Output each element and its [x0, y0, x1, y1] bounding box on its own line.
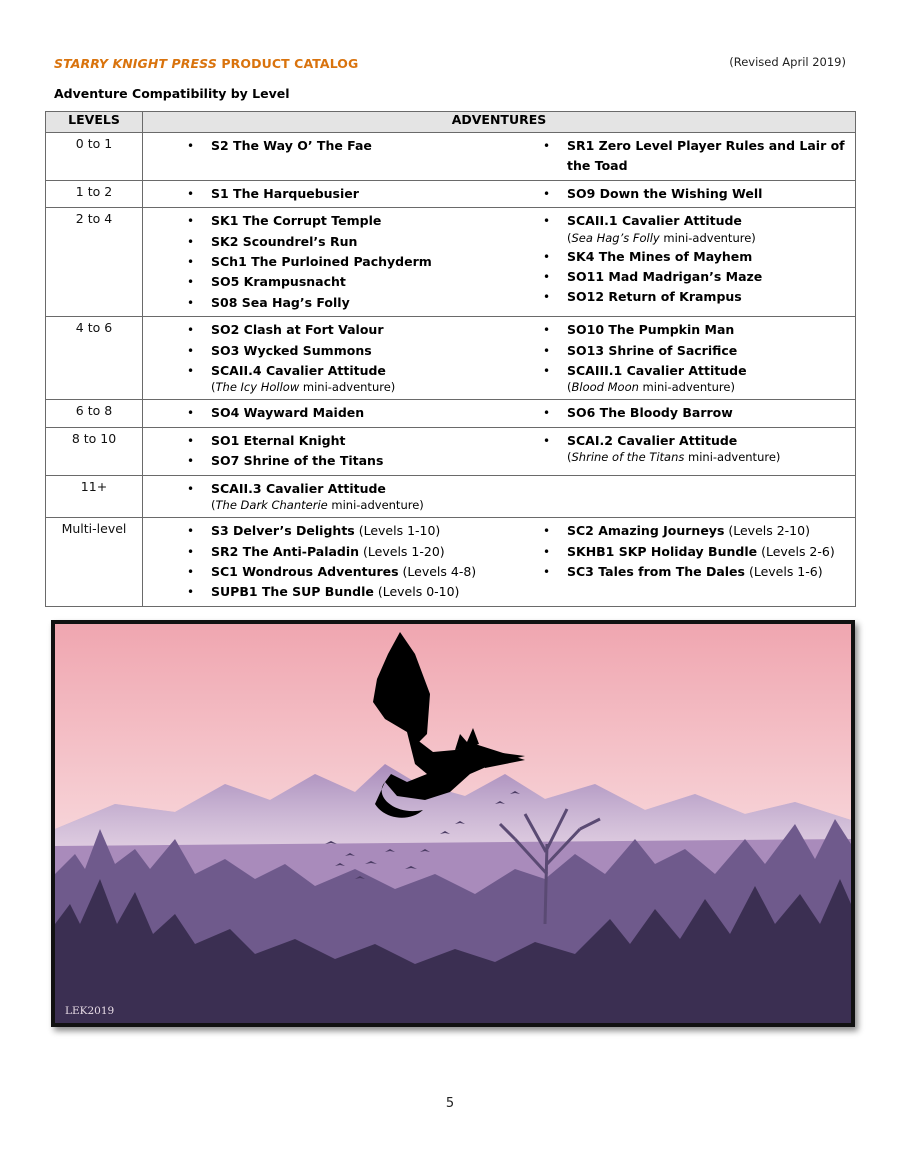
adventure-item: [143, 562, 499, 582]
right-adventure-column: [499, 403, 855, 423]
mini-adventure-suffix: mini-adventure): [638, 380, 735, 395]
adventure-title: SR2 The Anti-Paladin: [211, 543, 360, 559]
adventure-item: [499, 521, 855, 541]
right-adventure-column: [499, 479, 855, 514]
adventure-item: [143, 293, 499, 313]
right-adventure-column: [499, 521, 855, 603]
adventures-cell: [143, 180, 856, 207]
adventure-item: [499, 562, 855, 582]
adventure-item: [499, 320, 855, 340]
left-adventure-column: [143, 211, 499, 313]
level-cell: 11+: [46, 475, 143, 517]
catalog-header: [54, 56, 358, 71]
adventure-title: SC3 Tales from The Dales: [567, 563, 745, 579]
level-range: (Levels 2-6): [757, 543, 835, 559]
adventure-item: [499, 431, 855, 466]
mini-adventure-note: (Blood Moon mini-adventure): [567, 380, 735, 395]
adventure-item: [143, 320, 499, 340]
adventure-title: SO7 Shrine of the Titans: [211, 453, 384, 469]
adventure-title: S3 Delver’s Delights: [211, 523, 355, 539]
left-adventure-column: [143, 403, 499, 423]
dragon-illustration: [51, 620, 855, 1027]
adventure-title: SO3 Wycked Summons: [211, 342, 372, 358]
level-range: (Levels 2-10): [724, 523, 810, 539]
table-row: [46, 400, 856, 427]
adventure-title: SO1 Eternal Knight: [211, 432, 346, 448]
adventure-item: [499, 136, 855, 177]
mini-adventure-title: The Icy Hollow: [215, 380, 300, 395]
mini-adventure-title: The Dark Chanterie: [215, 498, 328, 513]
adventure-item: [499, 341, 855, 361]
mini-adventure-note: (The Dark Chanterie mini-adventure): [211, 498, 424, 513]
adventure-title: SCAII.4 Cavalier Attitude: [211, 363, 386, 379]
level-range: (Levels 1-6): [744, 563, 823, 579]
mini-adventure-note: (Sea Hag’s Folly mini-adventure): [567, 230, 756, 245]
adventure-item: [143, 136, 499, 156]
level-cell: 0 to 1: [46, 133, 143, 181]
adventure-item: [143, 184, 499, 204]
mini-adventure-suffix: mini-adventure): [299, 380, 396, 395]
adventure-title: S2 The Way O’ The Fae: [211, 138, 372, 153]
right-adventure-column: [499, 431, 855, 472]
adventures-cell: [143, 400, 856, 427]
level-range: (Levels 1-10): [354, 523, 441, 539]
adventure-title: S1 The Harquebusier: [211, 185, 359, 201]
table-row: [46, 180, 856, 207]
adventure-title: SO13 Shrine of Sacrifice: [567, 342, 738, 358]
adventure-item: [143, 479, 499, 514]
revision-date: (Revised April 2019): [729, 55, 846, 69]
adventure-item: [499, 361, 855, 396]
adventure-title: SC1 Wondrous Adventures: [211, 563, 399, 579]
adventure-item: [143, 341, 499, 361]
adventure-title: SUPB1 The SUP Bundle: [211, 584, 374, 600]
adventure-item: [499, 542, 855, 562]
adventure-title: SO6 The Bloody Barrow: [567, 405, 733, 421]
right-adventure-column: [499, 211, 855, 313]
level-cell: 2 to 4: [46, 208, 143, 317]
adventure-item: [143, 211, 499, 231]
table-row: [46, 208, 856, 317]
adventures-cell: [143, 317, 856, 400]
compatibility-table: [45, 111, 856, 607]
left-adventure-column: [143, 320, 499, 396]
level-cell: 1 to 2: [46, 180, 143, 207]
level-cell: 6 to 8: [46, 400, 143, 427]
adventure-title: SO10 The Pumpkin Man: [567, 322, 735, 338]
adventure-item: [143, 582, 499, 602]
catalog-title: PRODUCT CATALOG: [216, 56, 359, 71]
section-title: Adventure Compatibility by Level: [54, 86, 290, 101]
adventure-item: [143, 521, 499, 541]
left-adventure-column: [143, 136, 499, 177]
adventure-title: SO9 Down the Wishing Well: [567, 185, 763, 201]
table-row: [46, 518, 856, 607]
publisher-name: STARRY KNIGHT PRESS: [54, 56, 217, 71]
left-adventure-column: [143, 479, 499, 514]
adventure-title: SCAIII.1 Cavalier Attitude: [567, 363, 747, 379]
adventure-item: [143, 403, 499, 423]
adventure-title: SKHB1 SKP Holiday Bundle: [567, 543, 758, 559]
adventure-title: SC2 Amazing Journeys: [567, 523, 725, 539]
adventure-title: SK4 The Mines of Mayhem: [567, 248, 753, 264]
level-cell: Multi-level: [46, 518, 143, 607]
adventure-item: [143, 361, 499, 396]
adventure-item: [143, 451, 499, 471]
adventure-item: [499, 184, 855, 204]
adventure-item: [143, 232, 499, 252]
adventure-title: SCAII.1 Cavalier Attitude: [567, 213, 742, 229]
adventure-item: [143, 431, 499, 451]
adventure-title: SCAII.3 Cavalier Attitude: [211, 480, 386, 496]
level-range: (Levels 4-8): [398, 563, 477, 579]
level-range: (Levels 1-20): [359, 543, 445, 559]
right-adventure-column: [499, 184, 855, 204]
adventure-item: [143, 542, 499, 562]
mini-adventure-title: Blood Moon: [571, 380, 639, 395]
table-row: [46, 317, 856, 400]
adventures-cell: [143, 518, 856, 607]
adventures-cell: [143, 133, 856, 181]
adventure-item: [499, 211, 855, 246]
mini-adventure-title: Sea Hag’s Folly: [571, 230, 660, 245]
adventure-title: SO4 Wayward Maiden: [211, 405, 365, 421]
right-adventure-column: [499, 320, 855, 396]
adventure-item: [499, 267, 855, 287]
adventure-title: SK2 Scoundrel’s Run: [211, 233, 358, 249]
adventure-title: SCh1 The Purloined Pachyderm: [211, 254, 432, 270]
adventure-title: SCAI.2 Cavalier Attitude: [567, 432, 738, 448]
artist-signature: LEK2019: [65, 1005, 115, 1017]
adventure-item: [499, 287, 855, 307]
adventures-cell: [143, 475, 856, 517]
level-range: (Levels 0-10): [373, 584, 460, 600]
mini-adventure-suffix: mini-adventure): [684, 450, 781, 465]
right-adventure-column: [499, 136, 855, 177]
mini-adventure-note: (Shrine of the Titans mini-adventure): [567, 450, 781, 465]
left-adventure-column: [143, 431, 499, 472]
table-row: [46, 427, 856, 475]
adventures-cell: [143, 208, 856, 317]
left-adventure-column: [143, 521, 499, 603]
adventure-title: SK1 The Corrupt Temple: [211, 213, 382, 229]
table-row: [46, 475, 856, 517]
adventure-title: SO2 Clash at Fort Valour: [211, 322, 384, 338]
table-header-row: [46, 112, 856, 133]
page-number: 5: [445, 1096, 455, 1111]
adventure-title: S08 Sea Hag’s Folly: [211, 294, 350, 310]
adventure-item: [499, 247, 855, 267]
left-adventure-column: [143, 184, 499, 204]
level-cell: 4 to 6: [46, 317, 143, 400]
level-cell: 8 to 10: [46, 427, 143, 475]
mini-adventure-title: Shrine of the Titans: [571, 450, 685, 465]
levels-column-header: LEVELS: [46, 112, 143, 133]
adventure-item: [143, 272, 499, 292]
adventure-title: SO5 Krampusnacht: [211, 274, 346, 290]
adventures-column-header: ADVENTURES: [143, 112, 856, 133]
landscape-art: [55, 624, 851, 1023]
adventure-title: SR1 Zero Level Player Rules and Lair of the Toad: [567, 138, 845, 174]
adventure-title: SO12 Return of Krampus: [567, 289, 742, 305]
mini-adventure-suffix: mini-adventure): [327, 498, 424, 513]
mini-adventure-suffix: mini-adventure): [659, 230, 756, 245]
table-row: [46, 133, 856, 181]
adventure-title: SO11 Mad Madrigan’s Maze: [567, 269, 763, 285]
adventures-cell: [143, 427, 856, 475]
adventure-item: [499, 403, 855, 423]
mini-adventure-note: (The Icy Hollow mini-adventure): [211, 380, 396, 395]
adventure-item: [143, 252, 499, 272]
